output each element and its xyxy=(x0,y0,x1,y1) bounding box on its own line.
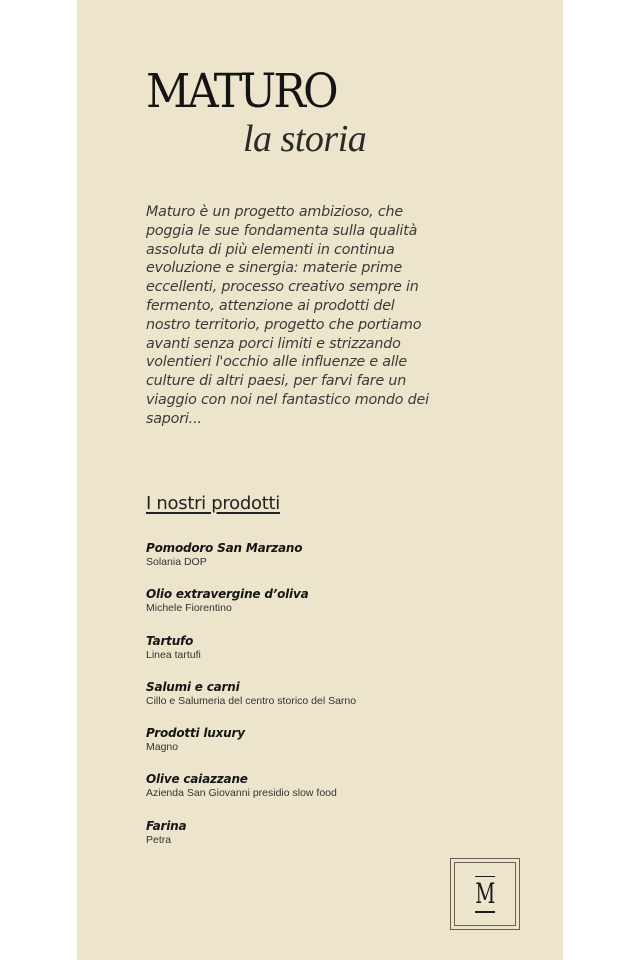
product-source: Cillo e Salumeria del centro storico del Sarno xyxy=(146,694,357,707)
monogram-logo xyxy=(450,858,520,930)
intro-paragraph: Maturo è un progetto ambizioso, che poggia le sue fondamenta sulla qualità assoluta di più elementi in continua evoluzione e sinergia: materie prime eccellenti, processo creativo sempre in fermento, attenzione ai prodotti del nostro territorio, progetto che portiamo avanti senza porci limiti e strizzando volentieri l'occhio alle influenze e alle culture di altri paesi, per farvi fare un viaggio con noi nel fantastico mondo dei sapori... xyxy=(146,204,429,427)
product-name: Salumi e carni xyxy=(146,679,240,694)
products-list xyxy=(146,540,446,864)
product-source: Michele Fiorentino xyxy=(146,602,232,615)
logo-letter: M xyxy=(474,877,496,910)
product-name: Prodotti luxury xyxy=(146,726,245,741)
product-item xyxy=(146,679,446,725)
product-name: Farina xyxy=(146,818,187,833)
product-source: Linea tartufi xyxy=(146,648,201,661)
products-section-title: I nostri prodotti xyxy=(146,493,280,514)
product-item xyxy=(146,586,446,632)
product-item xyxy=(146,540,446,586)
product-name: Tartufo xyxy=(146,633,194,648)
product-item xyxy=(146,818,446,864)
logo-bottom-bar xyxy=(475,911,495,913)
brand-subtitle: la storia xyxy=(243,118,367,160)
product-source: Solania DOP xyxy=(146,556,207,568)
logo-frame xyxy=(454,862,516,926)
product-name: Olive caiazzane xyxy=(146,772,248,787)
product-item xyxy=(146,725,446,771)
product-item xyxy=(146,633,446,679)
brand-title: MATURO xyxy=(146,64,336,119)
product-name: Olio extravergine d’oliva xyxy=(146,587,309,602)
product-name: Pomodoro San Marzano xyxy=(146,541,303,555)
product-source: Petra xyxy=(146,833,172,846)
product-item xyxy=(146,771,446,817)
product-source: Magno xyxy=(146,741,179,754)
product-source: Azienda San Giovanni presidio slow food xyxy=(146,787,337,800)
